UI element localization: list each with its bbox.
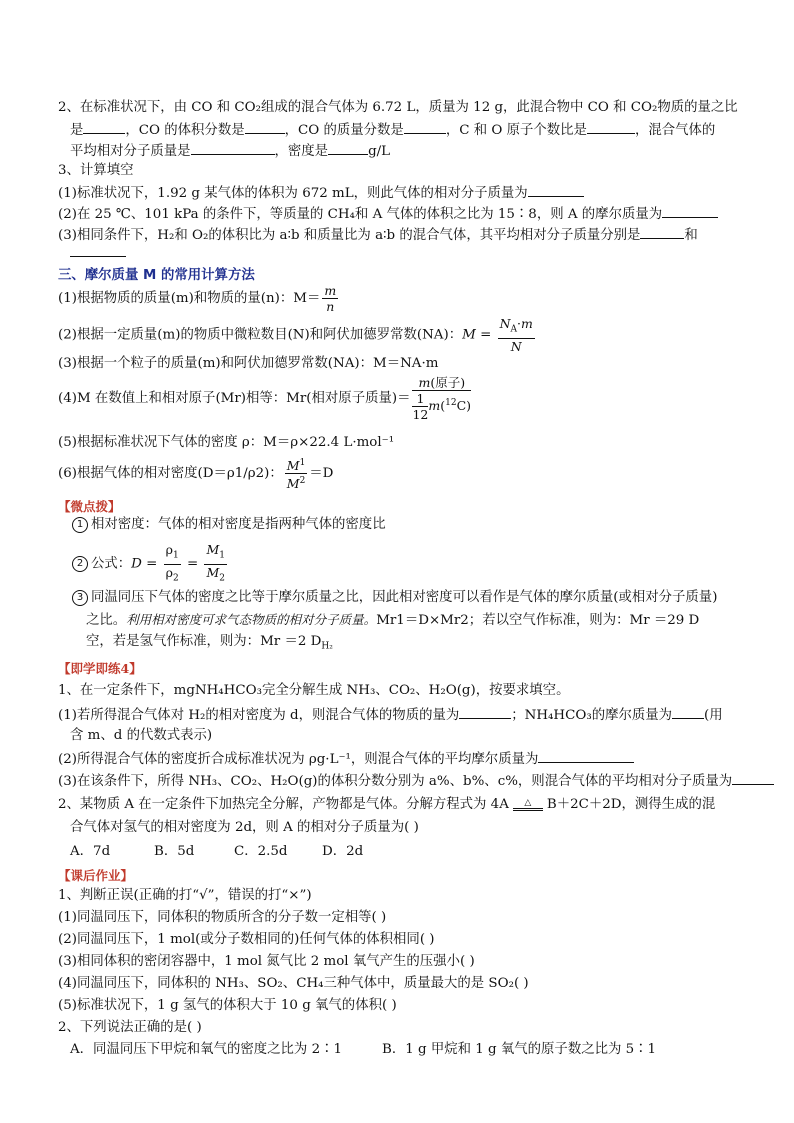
tip-1: 1 相对密度：气体的相对密度是指两种气体的密度比 xyxy=(72,516,386,534)
option-a[interactable]: A．同温同压下甲烷和氧气的密度之比为 2∶1 xyxy=(70,1042,342,1057)
practice-q2-options xyxy=(70,843,363,861)
method-3: (3)根据一个粒子的质量(m)和阿伏加德罗常数(NA)：M＝NA·m xyxy=(58,356,439,371)
fraction-m1-m2: $\frac{M^1}{M^2}$ xyxy=(286,458,306,492)
method-4: (4)M 在数值上和相对原子(Mr)相等：Mr(相对原子质量)＝ m(原子) $\frac{1}{12}$ m($^{12}$C) xyxy=(58,375,472,422)
method-6: (6)根据气体的相对密度(D＝ρ1/ρ2)： $\frac{M^1}{M^2}$ ＝D xyxy=(58,458,334,492)
tip-3: 3 同温同压下气体的密度之比等于摩尔质量之比，因此相对密度可以看作是气体的摩尔质量(或相对分子质量) xyxy=(72,589,717,607)
q2-line2: 是 ，CO 的体积分数是 ，CO 的质量分数是 ，C 和 O 原子个数比是 ，混合气体的 xyxy=(70,120,715,140)
q3-p3-blank xyxy=(70,243,126,263)
homework-s1: (1)同温同压下，同体积的物质所含的分子数一定相等( ) xyxy=(58,910,387,925)
practice-p1: (1)若所得混合气体对 H₂的相对密度为 d，则混合气体的物质的量为 ；NH₄HCO₃的摩尔质量为 (用 xyxy=(58,705,723,725)
q3-p1: (1)标准状况下，1.92 g 某气体的体积为 672 mL，则此气体的相对分子质量为 xyxy=(58,183,584,203)
q3-p3: (3)相同条件下，H₂和 O₂的体积比为 a∶b 和质量比为 a∶b 的混合气体，其平均相对分子质量分别是 和 xyxy=(58,225,698,245)
homework-s5: (5)标准状况下，1 g 氢气的体积大于 10 g 氧气的体积( ) xyxy=(58,998,397,1013)
blank[interactable] xyxy=(191,141,275,155)
method-1: (1)根据物质的质量(m)和物质的量(n)：M＝ $\frac{m}{n}$ xyxy=(58,283,337,314)
homework-s4: (4)同温同压下，同体积的 NH₃、SO₂、CH₄三种气体中，质量最大的是 SO₂( ) xyxy=(58,976,529,991)
tip-tag: 【微点拨】 xyxy=(58,499,121,514)
q3-p2: (2)在 25 ℃、101 kPa 的条件下，等质量的 CH₄和 A 气体的体积之比为 15∶8，则 A 的摩尔质量为 xyxy=(58,204,718,224)
blank[interactable] xyxy=(459,705,511,719)
blank[interactable] xyxy=(404,120,446,134)
circled-1: 1 xyxy=(72,517,88,533)
blank[interactable] xyxy=(732,771,774,785)
practice-q1: 1、在一定条件下，mgNH₄HCO₃完全分解生成 NH₃、CO₂、H₂O(g)，按要求填空。 xyxy=(58,683,570,698)
homework-s2: (2)同温同压下，1 mol(或分子数相同的)任何气体的体积相同( ) xyxy=(58,932,435,947)
method-5: (5)根据标准状况下气体的密度 ρ：M＝ρ×22.4 L·mol⁻¹ xyxy=(58,435,395,450)
tip-3c: 空，若是氢气作标准，则为：Mr ＝2 $D_{H_2}$ xyxy=(86,634,333,652)
practice-q2-cont: 合气体对氢气的相对密度为 2d，则 A 的相对分子质量为( ) xyxy=(70,820,419,835)
fraction-m-over-n: $\frac{m}{n}$ xyxy=(324,283,337,314)
homework-s3: (3)相同体积的密闭容器中，1 mol 氮气比 2 mol 氧气产生的压强小( ) xyxy=(58,954,475,969)
blank[interactable] xyxy=(328,141,368,155)
practice-p3: (3)在该条件下，所得 NH₃、CO₂、H₂O(g)的体积分数分别为 a%、b%、c%，则混合气体的平均相对分子质量为 xyxy=(58,771,774,791)
blank[interactable] xyxy=(245,120,285,134)
homework-q1: 1、判断正误(正确的打“√”，错误的打“×”) xyxy=(58,888,312,903)
option-c[interactable]: C．2.5d xyxy=(234,844,288,859)
blank[interactable] xyxy=(672,705,704,719)
fraction-na-m-over-n: $\frac{N_A\cdot m}{N}$ xyxy=(499,316,533,354)
section-title: 三、摩尔质量 M 的常用计算方法 xyxy=(58,268,255,283)
homework-q2-options xyxy=(70,1041,656,1059)
q2-line3: 平均相对分子质量是 ，密度是 g/L xyxy=(70,141,390,161)
blank[interactable] xyxy=(662,204,718,218)
blank[interactable] xyxy=(640,225,684,239)
fraction-atom-mass: m(原子) $\frac{1}{12}$ m($^{12}$C) xyxy=(412,375,472,422)
homework-tag: 【课后作业】 xyxy=(58,868,134,883)
practice-tag: 【即学即练4】 xyxy=(58,661,142,676)
heat-arrow-icon: △ xyxy=(513,799,543,811)
blank[interactable] xyxy=(83,120,125,134)
blank[interactable] xyxy=(538,749,634,763)
method-2: (2)根据一定质量(m)的物质中微粒数目(N)和阿伏加德罗常数(NA)：M = $\frac{N_A\cdot m}{N}$ xyxy=(58,316,533,354)
homework-q2: 2、下列说法正确的是( ) xyxy=(58,1020,202,1035)
practice-p1-cont: 含 m、d 的代数式表示) xyxy=(70,728,213,743)
option-d[interactable]: D．2d xyxy=(322,844,364,859)
option-b[interactable]: B．1 g 甲烷和 1 g 氧气的原子数之比为 5∶1 xyxy=(382,1042,657,1057)
blank[interactable] xyxy=(70,243,126,257)
blank[interactable] xyxy=(528,183,584,197)
q2-line1: 2、在标准状况下，由 CO 和 CO₂组成的混合气体为 6.72 L，质量为 12 g，此混合物中 CO 和 CO₂物质的量之比 xyxy=(58,100,738,115)
q3-title: 3、计算填空 xyxy=(58,163,134,178)
circled-2: 2 xyxy=(72,556,88,572)
blank[interactable] xyxy=(587,120,635,134)
option-b[interactable]: B．5d xyxy=(154,844,195,859)
option-a[interactable]: A．7d xyxy=(70,844,111,859)
tip-2: 2 公式：D = $\frac{\rho_1}{\rho_2}$ = $\frac{M_1}{M_2}$ xyxy=(72,542,229,586)
circled-3: 3 xyxy=(72,590,88,606)
practice-q2: 2、某物质 A 在一定条件下加热完全分解，产物都是气体。分解方程式为 4A △ B＋2C＋2D，测得生成的混 xyxy=(58,797,716,812)
practice-p2: (2)所得混合气体的密度折合成标准状况为 ρg·L⁻¹，则混合气体的平均摩尔质量为 xyxy=(58,749,634,769)
tip-3b: 之比。利用相对密度可求气态物质的相对分子质量。Mr1＝D×Mr2；若以空气作标准，则为：Mr ＝29 D xyxy=(86,612,700,628)
